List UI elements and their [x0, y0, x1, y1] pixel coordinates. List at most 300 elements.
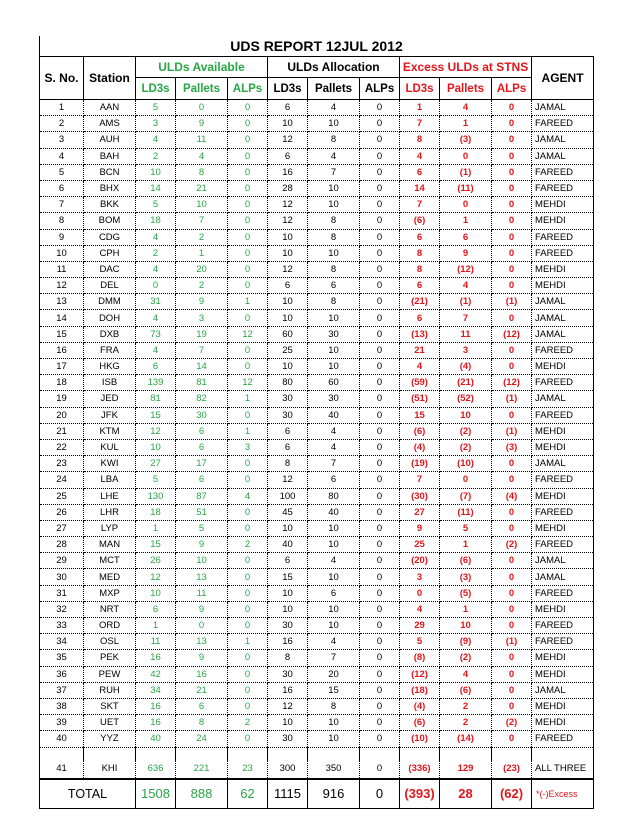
row-excess-alps: (4) — [492, 488, 532, 504]
row-excess-alps: 0 — [492, 682, 532, 698]
row-station: LHR — [84, 504, 136, 520]
row-allocation-ld3s: 300 — [268, 760, 308, 779]
spacer-cell — [492, 747, 532, 760]
spacer-cell — [440, 747, 492, 760]
row-allocation-pallets: 10 — [308, 245, 360, 261]
row-excess-pallets: (4) — [440, 359, 492, 375]
row-available-ld3s: 12 — [136, 569, 176, 585]
row-excess-pallets: (21) — [440, 375, 492, 391]
row-excess-pallets: (3) — [440, 569, 492, 585]
row-agent: JAMAL — [532, 132, 594, 148]
row-agent: FAREED — [532, 618, 594, 634]
row-available-pallets: 6 — [176, 698, 228, 714]
row-available-pallets: 3 — [176, 310, 228, 326]
row-excess-alps: 0 — [492, 553, 532, 569]
row-allocation-alps: 0 — [360, 342, 400, 358]
row-station: AUH — [84, 132, 136, 148]
row-excess-ld3s: (6) — [400, 715, 440, 731]
row-excess-alps: 0 — [492, 698, 532, 714]
row-allocation-alps: 0 — [360, 585, 400, 601]
row-sno: 11 — [40, 261, 84, 277]
row-allocation-alps: 0 — [360, 197, 400, 213]
row-excess-alps: 0 — [492, 618, 532, 634]
row-sno: 15 — [40, 326, 84, 342]
row-excess-pallets: (2) — [440, 650, 492, 666]
row-available-pallets: 30 — [176, 407, 228, 423]
row-station: DMM — [84, 294, 136, 310]
row-excess-pallets: (9) — [440, 634, 492, 650]
table-row — [40, 472, 594, 488]
row-allocation-ld3s: 80 — [268, 375, 308, 391]
row-allocation-ld3s: 16 — [268, 682, 308, 698]
row-station: OSL — [84, 634, 136, 650]
row-excess-ld3s: 6 — [400, 229, 440, 245]
row-available-pallets: 9 — [176, 537, 228, 553]
row-excess-pallets: 11 — [440, 326, 492, 342]
row-excess-alps: 0 — [492, 601, 532, 617]
row-allocation-alps: 0 — [360, 375, 400, 391]
total-available-pallets: 888 — [176, 779, 228, 809]
row-agent: MEHDI — [532, 715, 594, 731]
row-allocation-ld3s: 10 — [268, 359, 308, 375]
row-agent: MEHDI — [532, 650, 594, 666]
row-allocation-pallets: 4 — [308, 634, 360, 650]
row-allocation-pallets: 6 — [308, 585, 360, 601]
row-excess-ld3s: (13) — [400, 326, 440, 342]
header-available-alps: ALPs — [228, 78, 268, 100]
row-excess-alps: 0 — [492, 100, 532, 116]
row-allocation-ld3s: 12 — [268, 472, 308, 488]
row-available-ld3s: 4 — [136, 261, 176, 277]
row-available-alps: 0 — [228, 601, 268, 617]
row-excess-ld3s: 29 — [400, 618, 440, 634]
row-allocation-alps: 0 — [360, 261, 400, 277]
row-agent: MEHDI — [532, 520, 594, 536]
row-excess-pallets: 4 — [440, 100, 492, 116]
row-agent: MEHDI — [532, 423, 594, 439]
row-sno: 17 — [40, 359, 84, 375]
row-allocation-pallets: 4 — [308, 439, 360, 455]
row-agent: FAREED — [532, 504, 594, 520]
row-available-alps: 1 — [228, 634, 268, 650]
row-excess-ld3s: (30) — [400, 488, 440, 504]
table-row — [40, 278, 594, 294]
row-sno: 1 — [40, 100, 84, 116]
row-excess-ld3s: (6) — [400, 423, 440, 439]
row-excess-ld3s: (18) — [400, 682, 440, 698]
row-excess-alps: 0 — [492, 148, 532, 164]
row-available-alps: 0 — [228, 164, 268, 180]
row-allocation-alps: 0 — [360, 666, 400, 682]
row-station: ORD — [84, 618, 136, 634]
row-excess-pallets: 5 — [440, 520, 492, 536]
row-allocation-alps: 0 — [360, 569, 400, 585]
row-excess-pallets: (10) — [440, 456, 492, 472]
row-available-pallets: 21 — [176, 180, 228, 196]
row-sno: 4 — [40, 148, 84, 164]
table-row — [40, 407, 594, 423]
row-excess-ld3s: 21 — [400, 342, 440, 358]
row-allocation-ld3s: 8 — [268, 456, 308, 472]
row-station: NRT — [84, 601, 136, 617]
row-available-ld3s: 0 — [136, 278, 176, 294]
total-allocation-pallets: 916 — [308, 779, 360, 809]
row-allocation-alps: 0 — [360, 472, 400, 488]
table-row — [40, 537, 594, 553]
row-allocation-ld3s: 6 — [268, 423, 308, 439]
row-allocation-pallets: 10 — [308, 537, 360, 553]
row-agent: MEHDI — [532, 261, 594, 277]
row-excess-pallets: (2) — [440, 423, 492, 439]
total-available-ld3s: 1508 — [136, 779, 176, 809]
row-station: DAC — [84, 261, 136, 277]
row-excess-pallets: 3 — [440, 342, 492, 358]
spacer-cell — [532, 747, 594, 760]
row-agent: MEHDI — [532, 278, 594, 294]
row-available-pallets: 0 — [176, 618, 228, 634]
row-sno: 20 — [40, 407, 84, 423]
row-station: KHI — [84, 760, 136, 779]
row-available-pallets: 7 — [176, 213, 228, 229]
row-available-alps: 0 — [228, 472, 268, 488]
row-sno: 37 — [40, 682, 84, 698]
row-agent: JAMAL — [532, 310, 594, 326]
row-sno: 12 — [40, 278, 84, 294]
row-available-ld3s: 14 — [136, 180, 176, 196]
row-available-pallets: 4 — [176, 148, 228, 164]
row-allocation-pallets: 10 — [308, 116, 360, 132]
row-available-ld3s: 16 — [136, 650, 176, 666]
row-allocation-alps: 0 — [360, 180, 400, 196]
table-row — [40, 245, 594, 261]
spacer-cell — [360, 747, 400, 760]
table-row — [40, 180, 594, 196]
row-allocation-ld3s: 10 — [268, 294, 308, 310]
row-excess-ld3s: 6 — [400, 164, 440, 180]
row-excess-pallets: 1 — [440, 213, 492, 229]
row-sno: 8 — [40, 213, 84, 229]
row-excess-alps: (12) — [492, 326, 532, 342]
table-row — [40, 310, 594, 326]
row-excess-ld3s: 4 — [400, 601, 440, 617]
row-available-ld3s: 42 — [136, 666, 176, 682]
row-station: BAH — [84, 148, 136, 164]
row-allocation-ld3s: 12 — [268, 132, 308, 148]
row-station: PEW — [84, 666, 136, 682]
spacer-cell — [228, 747, 268, 760]
row-allocation-alps: 0 — [360, 650, 400, 666]
total-label: TOTAL — [40, 779, 136, 809]
row-excess-alps: 0 — [492, 197, 532, 213]
row-excess-ld3s: (336) — [400, 760, 440, 779]
row-allocation-pallets: 15 — [308, 682, 360, 698]
row-allocation-alps: 0 — [360, 423, 400, 439]
row-allocation-pallets: 10 — [308, 731, 360, 747]
row-available-ld3s: 3 — [136, 116, 176, 132]
row-allocation-pallets: 6 — [308, 472, 360, 488]
row-agent: JAMAL — [532, 391, 594, 407]
row-allocation-ld3s: 15 — [268, 569, 308, 585]
row-allocation-alps: 0 — [360, 553, 400, 569]
header-excess-ld3s: LD3s — [400, 78, 440, 100]
uld-report-table — [39, 56, 594, 809]
row-excess-alps: (1) — [492, 634, 532, 650]
row-station: AMS — [84, 116, 136, 132]
row-excess-alps: (12) — [492, 375, 532, 391]
row-excess-alps: 0 — [492, 245, 532, 261]
table-row — [40, 375, 594, 391]
row-allocation-alps: 0 — [360, 520, 400, 536]
row-available-ld3s: 4 — [136, 132, 176, 148]
row-station: LYP — [84, 520, 136, 536]
row-excess-alps: 0 — [492, 229, 532, 245]
row-excess-pallets: 0 — [440, 197, 492, 213]
row-agent: FAREED — [532, 375, 594, 391]
row-excess-pallets: 0 — [440, 472, 492, 488]
row-available-alps: 0 — [228, 407, 268, 423]
table-row — [40, 666, 594, 682]
row-allocation-ld3s: 6 — [268, 278, 308, 294]
row-excess-ld3s: 27 — [400, 504, 440, 520]
row-allocation-ld3s: 10 — [268, 585, 308, 601]
row-available-ld3s: 18 — [136, 213, 176, 229]
row-excess-pallets: (5) — [440, 585, 492, 601]
row-excess-alps: 0 — [492, 731, 532, 747]
row-sno: 18 — [40, 375, 84, 391]
table-row — [40, 698, 594, 714]
row-station: DXB — [84, 326, 136, 342]
row-available-alps: 0 — [228, 618, 268, 634]
row-station: PEK — [84, 650, 136, 666]
row-available-pallets: 9 — [176, 116, 228, 132]
row-sno: 31 — [40, 585, 84, 601]
row-available-ld3s: 130 — [136, 488, 176, 504]
row-excess-alps: 0 — [492, 407, 532, 423]
row-station: HKG — [84, 359, 136, 375]
total-excess-alps: (62) — [492, 779, 532, 809]
table-row — [40, 197, 594, 213]
table-row — [40, 213, 594, 229]
row-available-pallets: 13 — [176, 634, 228, 650]
row-station: CPH — [84, 245, 136, 261]
row-available-alps: 0 — [228, 585, 268, 601]
row-excess-pallets: (2) — [440, 439, 492, 455]
row-sno: 33 — [40, 618, 84, 634]
row-sno: 29 — [40, 553, 84, 569]
row-station: KWI — [84, 456, 136, 472]
row-available-pallets: 9 — [176, 294, 228, 310]
row-agent: ALL THREE — [532, 760, 594, 779]
row-allocation-ld3s: 100 — [268, 488, 308, 504]
row-excess-alps: (3) — [492, 439, 532, 455]
row-allocation-pallets: 8 — [308, 132, 360, 148]
row-excess-pallets: 2 — [440, 698, 492, 714]
row-excess-alps: (23) — [492, 760, 532, 779]
row-allocation-alps: 0 — [360, 634, 400, 650]
row-available-alps: 0 — [228, 180, 268, 196]
row-allocation-pallets: 8 — [308, 261, 360, 277]
row-available-pallets: 24 — [176, 731, 228, 747]
row-excess-alps: 0 — [492, 261, 532, 277]
row-available-pallets: 9 — [176, 601, 228, 617]
table-row — [40, 261, 594, 277]
row-excess-ld3s: 5 — [400, 634, 440, 650]
table-row — [40, 715, 594, 731]
row-station: YYZ — [84, 731, 136, 747]
row-allocation-alps: 0 — [360, 326, 400, 342]
row-station: MXP — [84, 585, 136, 601]
row-excess-ld3s: (12) — [400, 666, 440, 682]
row-agent: FAREED — [532, 164, 594, 180]
row-excess-alps: 0 — [492, 310, 532, 326]
row-excess-ld3s: 7 — [400, 116, 440, 132]
row-excess-alps: (2) — [492, 537, 532, 553]
spacer-cell — [268, 747, 308, 760]
row-sno: 27 — [40, 520, 84, 536]
row-available-ld3s: 15 — [136, 407, 176, 423]
row-excess-pallets: (6) — [440, 553, 492, 569]
row-available-pallets: 0 — [176, 100, 228, 116]
row-excess-pallets: 0 — [440, 148, 492, 164]
row-available-alps: 0 — [228, 342, 268, 358]
row-excess-ld3s: 7 — [400, 197, 440, 213]
row-station: JED — [84, 391, 136, 407]
row-allocation-pallets: 80 — [308, 488, 360, 504]
row-excess-ld3s: 15 — [400, 407, 440, 423]
row-available-ld3s: 10 — [136, 439, 176, 455]
row-allocation-pallets: 7 — [308, 164, 360, 180]
row-allocation-alps: 0 — [360, 310, 400, 326]
row-sno: 32 — [40, 601, 84, 617]
row-available-pallets: 14 — [176, 359, 228, 375]
row-available-alps: 0 — [228, 553, 268, 569]
row-allocation-pallets: 4 — [308, 553, 360, 569]
total-available-alps: 62 — [228, 779, 268, 809]
row-agent: MEHDI — [532, 601, 594, 617]
row-available-pallets: 9 — [176, 650, 228, 666]
row-excess-ld3s: 1 — [400, 100, 440, 116]
row-available-alps: 0 — [228, 245, 268, 261]
row-station: JFK — [84, 407, 136, 423]
header-ulds-available: ULDs Available — [136, 57, 268, 78]
row-sno: 24 — [40, 472, 84, 488]
row-allocation-pallets: 10 — [308, 618, 360, 634]
row-allocation-ld3s: 10 — [268, 601, 308, 617]
row-excess-pallets: 1 — [440, 601, 492, 617]
row-allocation-ld3s: 6 — [268, 148, 308, 164]
table-row — [40, 488, 594, 504]
row-excess-ld3s: (21) — [400, 294, 440, 310]
row-allocation-ld3s: 10 — [268, 116, 308, 132]
row-allocation-pallets: 7 — [308, 650, 360, 666]
row-available-pallets: 2 — [176, 278, 228, 294]
table-row — [40, 569, 594, 585]
row-allocation-ld3s: 6 — [268, 439, 308, 455]
row-excess-pallets: 2 — [440, 715, 492, 731]
row-available-ld3s: 34 — [136, 682, 176, 698]
row-sno: 28 — [40, 537, 84, 553]
row-available-alps: 0 — [228, 698, 268, 714]
row-excess-ld3s: (51) — [400, 391, 440, 407]
row-allocation-alps: 0 — [360, 537, 400, 553]
row-available-alps: 0 — [228, 116, 268, 132]
row-sno: 2 — [40, 116, 84, 132]
row-excess-ld3s: 25 — [400, 537, 440, 553]
row-station: SKT — [84, 698, 136, 714]
row-agent: MEHDI — [532, 488, 594, 504]
row-available-alps: 0 — [228, 731, 268, 747]
row-excess-pallets: (11) — [440, 180, 492, 196]
row-excess-alps: 0 — [492, 650, 532, 666]
row-allocation-alps: 0 — [360, 456, 400, 472]
row-agent: MEHDI — [532, 213, 594, 229]
row-allocation-ld3s: 10 — [268, 229, 308, 245]
row-allocation-pallets: 60 — [308, 375, 360, 391]
row-available-pallets: 87 — [176, 488, 228, 504]
row-allocation-ld3s: 12 — [268, 197, 308, 213]
row-station: MAN — [84, 537, 136, 553]
row-allocation-pallets: 10 — [308, 180, 360, 196]
row-excess-pallets: (7) — [440, 488, 492, 504]
row-excess-pallets: (11) — [440, 504, 492, 520]
row-excess-ld3s: (4) — [400, 698, 440, 714]
row-excess-alps: 0 — [492, 504, 532, 520]
row-excess-pallets: 10 — [440, 407, 492, 423]
table-row — [40, 100, 594, 116]
row-agent: JAMAL — [532, 553, 594, 569]
table-row — [40, 682, 594, 698]
row-available-ld3s: 6 — [136, 359, 176, 375]
row-agent: FAREED — [532, 245, 594, 261]
row-station: MED — [84, 569, 136, 585]
row-available-alps: 0 — [228, 456, 268, 472]
row-sno: 36 — [40, 666, 84, 682]
table-row — [40, 342, 594, 358]
row-allocation-alps: 0 — [360, 682, 400, 698]
header-allocation-alps: ALPs — [360, 78, 400, 100]
row-excess-ld3s: (10) — [400, 731, 440, 747]
row-available-alps: 0 — [228, 132, 268, 148]
row-allocation-alps: 0 — [360, 618, 400, 634]
total-allocation-alps: 0 — [360, 779, 400, 809]
report-sheet — [39, 36, 593, 809]
table-body — [40, 100, 594, 779]
row-agent: FAREED — [532, 634, 594, 650]
row-excess-ld3s: 8 — [400, 245, 440, 261]
header-allocation-pallets: Pallets — [308, 78, 360, 100]
row-available-alps: 3 — [228, 439, 268, 455]
row-excess-ld3s: (4) — [400, 439, 440, 455]
row-available-alps: 1 — [228, 391, 268, 407]
row-excess-alps: 0 — [492, 666, 532, 682]
row-excess-ld3s: (19) — [400, 456, 440, 472]
row-agent: MEHDI — [532, 698, 594, 714]
row-allocation-alps: 0 — [360, 488, 400, 504]
header-agent: AGENT — [532, 57, 594, 100]
row-station: MCT — [84, 553, 136, 569]
row-sno: 26 — [40, 504, 84, 520]
row-sno: 40 — [40, 731, 84, 747]
row-excess-ld3s: 0 — [400, 585, 440, 601]
row-agent: MEHDI — [532, 666, 594, 682]
row-allocation-alps: 0 — [360, 391, 400, 407]
row-sno: 19 — [40, 391, 84, 407]
row-excess-pallets: 10 — [440, 618, 492, 634]
table-row — [40, 359, 594, 375]
row-allocation-alps: 0 — [360, 116, 400, 132]
row-allocation-alps: 0 — [360, 213, 400, 229]
row-allocation-pallets: 10 — [308, 569, 360, 585]
